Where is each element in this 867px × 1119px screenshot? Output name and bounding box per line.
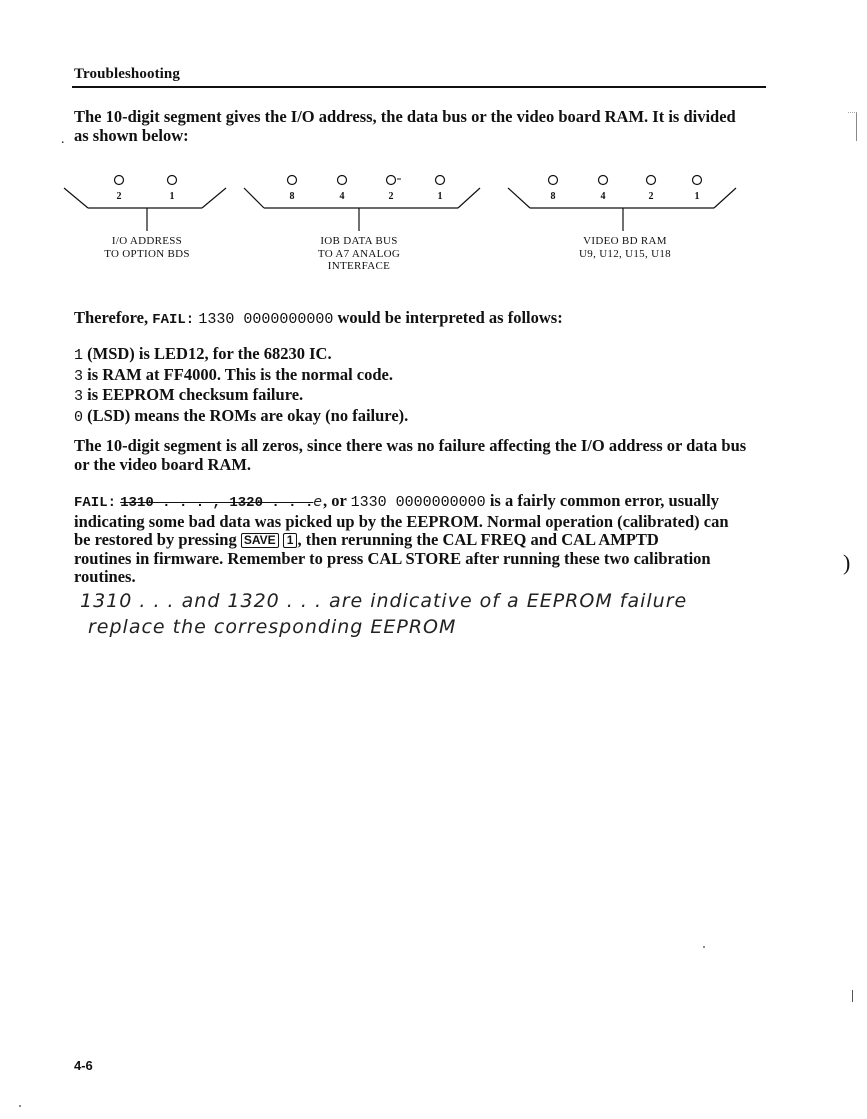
bit-label: 8: [550, 191, 556, 202]
bit-label: 1: [437, 191, 443, 202]
one-key: 1: [283, 533, 298, 548]
group-label-iob-data-bus: IOB DATA BUS TO A7 ANALOG INTERFACE: [317, 235, 401, 272]
bit-label: 8: [289, 191, 295, 202]
corner-mark: [848, 112, 857, 141]
interpretation-item: 1 (MSD) is LED12, for the 68230 IC.: [74, 344, 332, 364]
bracket-right: [202, 188, 226, 208]
interpretation-list: [74, 345, 774, 427]
margin-paren: ): [843, 550, 851, 575]
save-key: SAVE: [241, 533, 279, 548]
page-number: 4-6: [74, 1058, 93, 1073]
fail-paragraph: FAIL: 1310 . . . , 1320 . . .e, or 1330 0000000000 is a fairly common error, usually indicating some bad data was picked up by the EEPROM. Normal operation (calibrated) can be restored by pressing SAVE 1 , then rerunning the CAL FREQ and CAL AMPTD routines in firmware. Remember to press CAL STORE after running these two calibration routines.: [74, 491, 729, 586]
bit-label: 1: [694, 191, 700, 202]
therefore-line: Therefore, FAIL: 1330 0000000000 would be interpreted as follows:: [74, 308, 563, 328]
bit-label: 2: [388, 191, 394, 202]
section-title: Troubleshooting: [74, 66, 180, 82]
bit-label: 4: [600, 191, 606, 202]
bit-label: 4: [339, 191, 345, 202]
handwritten-note-line2: replace the corresponding EEPROM: [88, 616, 457, 638]
title-rule: [72, 86, 766, 88]
margin-tick: [852, 990, 853, 1002]
speck: [703, 946, 705, 948]
group-label-video-bd-ram: VIDEO BD RAM U9, U12, U15, U18: [579, 235, 671, 260]
intro-paragraph: The 10-digit segment gives the I/O address, the data bus or the video board RAM. It is divided as shown below:: [74, 107, 736, 145]
bit-label: 2: [116, 191, 122, 202]
interpretation-item: 3 is EEPROM checksum failure.: [74, 385, 304, 405]
digit-diagram: [58, 168, 748, 238]
margin-dot: .: [61, 132, 65, 147]
bit-label: 1: [169, 191, 175, 202]
interpretation-item: 0 (LSD) means the ROMs are okay (no failure).: [74, 405, 409, 426]
group-label-io-address: I/O ADDRESS TO OPTION BDS: [104, 235, 190, 260]
interpretation-item: 3 is RAM at FF4000. This is the normal code.: [74, 364, 393, 385]
bracket-left: [64, 188, 88, 208]
handwritten-note-line1: 1310 . . . and 1320 . . . are indicative of a EEPROM failure: [80, 590, 688, 612]
bit-label: 2: [648, 191, 654, 202]
zeros-paragraph: The 10-digit segment is all zeros, since there was no failure affecting the I/O address or data bus or the video board RAM.: [74, 436, 747, 474]
speck: [19, 1105, 21, 1107]
